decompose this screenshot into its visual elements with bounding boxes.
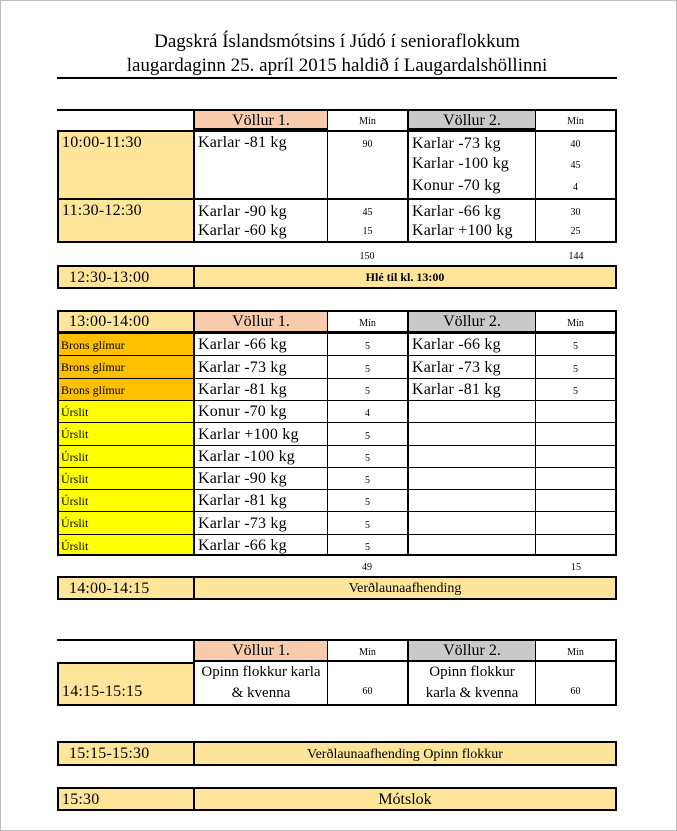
s1-total-field1: 150 <box>359 251 375 262</box>
s1-slot2-field1-entry-2: Karlar -60 kg <box>193 221 327 243</box>
s1-field1-header: Völlur 1. <box>193 109 327 130</box>
s1-slot1-field1-entry: Karlar -81 kg <box>193 130 327 198</box>
s2-row-field1-entry-7: Karlar -90 kg <box>193 467 327 489</box>
s2-row-field1-entry-2: Karlar -73 kg <box>193 355 327 378</box>
s1-slot1-field2-min-1: 40 <box>535 130 617 153</box>
s1-slot1-field2-entry-1: Karlar -73 kg <box>407 130 535 153</box>
s1-slot2-field1-min-1: 45 <box>327 198 407 221</box>
s3-field1-min: 60 <box>327 662 407 706</box>
s2-row-stage-5: Úrslit <box>57 422 193 445</box>
s2-row-field2-min-8 <box>535 489 617 511</box>
s2-row-field1-min-1: 5 <box>327 333 407 355</box>
s2-row-field2-entry-6 <box>407 445 535 467</box>
s3-field2-line-1: Opinn flokkur <box>429 664 515 680</box>
s2-row-stage-2: Brons glímur <box>57 355 193 378</box>
s2-field1-header: Völlur 1. <box>193 310 327 333</box>
s2-row-stage-8: Úrslit <box>57 489 193 511</box>
s1-slot1-field1-min: 90 <box>327 130 407 198</box>
s2-row-field2-entry-7 <box>407 467 535 489</box>
s2-total-field1: 49 <box>362 562 372 573</box>
s1-slot1-field2-min-3: 4 <box>535 175 617 198</box>
s2-row-field2-entry-10 <box>407 534 535 556</box>
s3-field1-header: Völlur 1. <box>193 639 327 662</box>
awards2-time: 15:15-15:30 <box>57 741 193 766</box>
s1-slot1-field2-min-2: 45 <box>535 153 617 175</box>
s1-slot1-time: 10:00-11:30 <box>57 130 193 198</box>
s1-slot2-field1-min-2: 15 <box>327 221 407 243</box>
s1-slot1-field2-entry-2: Karlar -100 kg <box>407 153 535 175</box>
break-time: 12:30-13:00 <box>57 265 193 289</box>
s2-row-stage-10: Úrslit <box>57 534 193 556</box>
s2-row-stage-7: Úrslit <box>57 467 193 489</box>
title-rule <box>57 77 617 79</box>
s2-row-field1-entry-9: Karlar -73 kg <box>193 511 327 534</box>
s2-row-field2-entry-9 <box>407 511 535 534</box>
s2-row-field2-min-6 <box>535 445 617 467</box>
s2-row-field1-min-7: 5 <box>327 467 407 489</box>
s2-time: 13:00-14:00 <box>57 310 193 333</box>
s2-row-field2-min-3: 5 <box>535 378 617 400</box>
s2-min-header-2: Mín <box>535 310 617 333</box>
title-line-2: laugardaginn 25. apríl 2015 haldið í Laugardalshöllinni <box>126 55 548 76</box>
s2-row-field1-entry-8: Karlar -81 kg <box>193 489 327 511</box>
s2-row-field2-entry-5 <box>407 422 535 445</box>
s2-field2-header: Völlur 2. <box>407 310 535 333</box>
s2-row-field1-entry-5: Karlar +100 kg <box>193 422 327 445</box>
s2-min-header-1: Mín <box>327 310 407 333</box>
s2-row-field1-min-4: 4 <box>327 400 407 422</box>
s1-min-header-2: Mín <box>535 109 617 130</box>
s2-row-field1-min-5: 5 <box>327 422 407 445</box>
s3-min-header-2: Mín <box>535 639 617 662</box>
s1-field2-header: Völlur 2. <box>407 109 535 130</box>
s3-min-header-1: Mín <box>327 639 407 662</box>
s3-field1-line-1: Opinn flokkur karla <box>201 664 321 680</box>
awards2-label: Verðlaunaafhending Opinn flokkur <box>193 741 617 766</box>
awards1-time: 14:00-14:15 <box>57 576 193 600</box>
s2-row-stage-1: Brons glímur <box>57 333 193 355</box>
s2-row-field2-entry-2: Karlar -73 kg <box>407 355 535 378</box>
s2-row-field2-entry-4 <box>407 400 535 422</box>
s1-slot2-time: 11:30-12:30 <box>57 198 193 243</box>
s2-row-stage-3: Brons glímur <box>57 378 193 400</box>
s2-row-field2-min-4 <box>535 400 617 422</box>
s2-row-field2-min-5 <box>535 422 617 445</box>
s2-row-field1-min-2: 5 <box>327 355 407 378</box>
s2-row-field2-min-10 <box>535 534 617 556</box>
s2-row-field1-entry-6: Karlar -100 kg <box>193 445 327 467</box>
s1-slot2-field2-min-1: 30 <box>535 198 617 221</box>
s2-row-field2-min-1: 5 <box>535 333 617 355</box>
awards1-label: Verðlaunaafhending <box>193 576 617 600</box>
break-label: Hlé til kl. 13:00 <box>193 265 617 289</box>
s2-row-field1-min-8: 5 <box>327 489 407 511</box>
s3-field2-entry <box>407 662 535 706</box>
s2-row-field1-min-3: 5 <box>327 378 407 400</box>
title-line-1: Dagskrá Íslandsmótsins í Júdó í senioraflokkum <box>154 31 520 52</box>
s3-field2-min: 60 <box>535 662 617 706</box>
s1-min-header-1: Mín <box>327 109 407 130</box>
s1-slot2-field2-entry-2: Karlar +100 kg <box>407 221 535 243</box>
s1-slot1-field2-entry-3: Konur -70 kg <box>407 175 535 198</box>
s2-row-field1-min-6: 5 <box>327 445 407 467</box>
s3-header-blank <box>57 639 193 662</box>
s2-row-field2-min-2: 5 <box>535 355 617 378</box>
s2-total-field2: 15 <box>571 562 581 573</box>
s2-row-field2-entry-1: Karlar -66 kg <box>407 333 535 355</box>
s2-row-field2-min-9 <box>535 511 617 534</box>
s3-field1-line-2: & kvenna <box>231 685 291 701</box>
s2-row-field2-min-7 <box>535 467 617 489</box>
s2-row-field1-entry-3: Karlar -81 kg <box>193 378 327 400</box>
s1-total-field2: 144 <box>568 251 584 262</box>
s2-row-field1-entry-1: Karlar -66 kg <box>193 333 327 355</box>
s2-row-field2-entry-8 <box>407 489 535 511</box>
s1-slot2-field2-min-2: 25 <box>535 221 617 243</box>
s2-row-field1-entry-10: Karlar -66 kg <box>193 534 327 556</box>
s1-slot2-field2-entry-1: Karlar -66 kg <box>407 198 535 221</box>
s2-row-field1-entry-4: Konur -70 kg <box>193 400 327 422</box>
s3-field1-entry <box>193 662 327 706</box>
s2-row-stage-9: Úrslit <box>57 511 193 534</box>
end-label: Mótslok <box>193 787 617 811</box>
s2-row-field1-min-9: 5 <box>327 511 407 534</box>
end-time: 15:30 <box>57 787 193 811</box>
s3-time: 14:15-15:15 <box>57 662 193 706</box>
s1-slot2-field1-entry-1: Karlar -90 kg <box>193 198 327 221</box>
s3-field2-header: Völlur 2. <box>407 639 535 662</box>
s3-field2-line-2: karla & kvenna <box>425 685 519 701</box>
s2-row-field1-min-10: 5 <box>327 534 407 556</box>
s2-row-stage-4: Úrslit <box>57 400 193 422</box>
s1-header-blank <box>57 109 193 130</box>
s2-row-stage-6: Úrslit <box>57 445 193 467</box>
s2-row-field2-entry-3: Karlar -81 kg <box>407 378 535 400</box>
